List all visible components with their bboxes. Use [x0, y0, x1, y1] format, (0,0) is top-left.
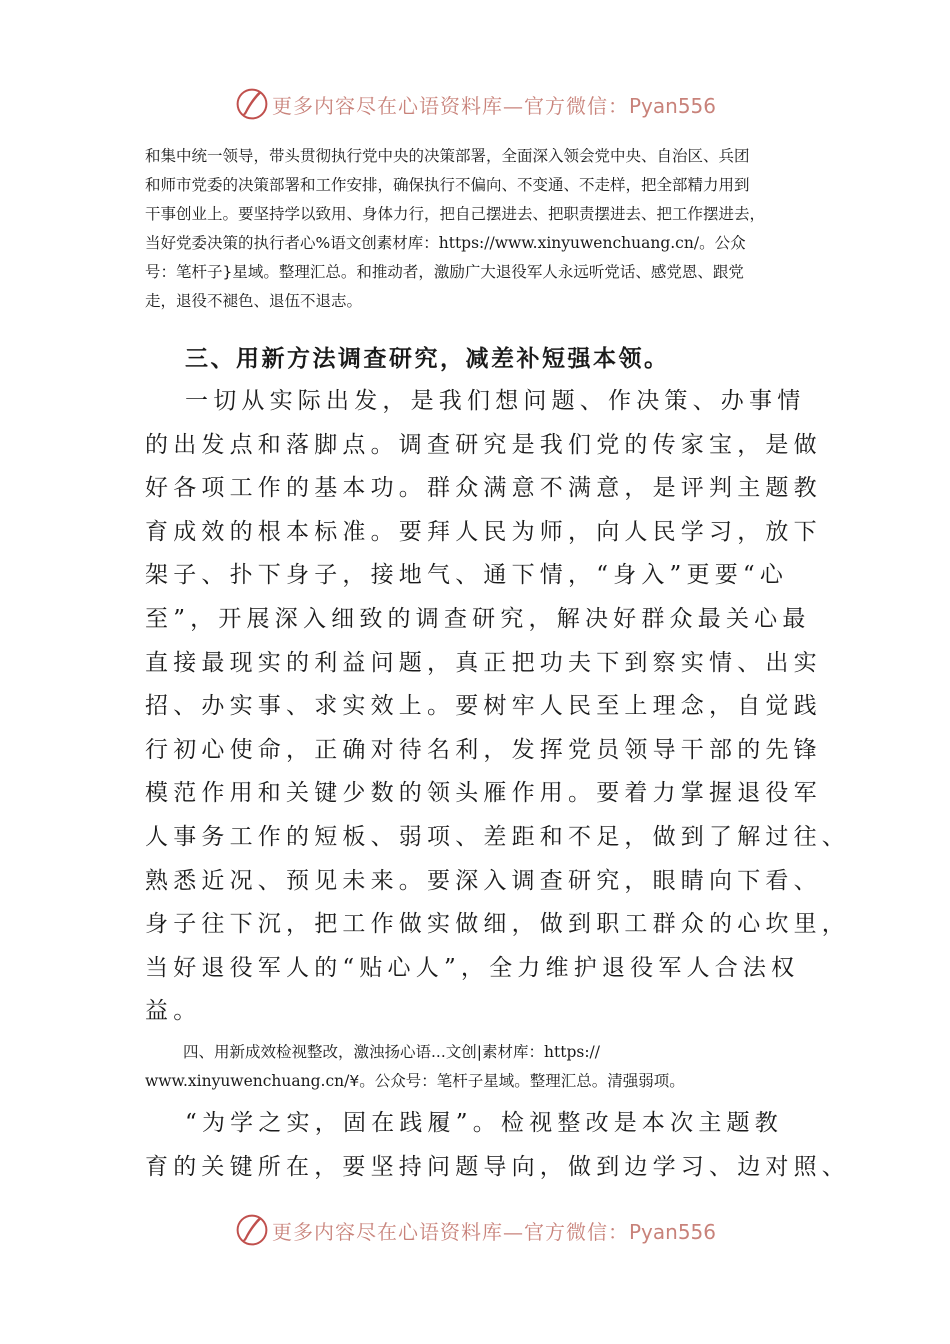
section4-heading-line: www.xinyuwenchuang.cn/¥。公众号：笔杆子星域。整理汇总。清强弱项。 — [145, 1072, 685, 1090]
section3-line: 行初心使命，正确对待名利，发挥党员领导干部的先锋 — [145, 736, 822, 763]
section4-heading — [145, 1038, 805, 1096]
intro-paragraph — [145, 142, 805, 316]
section3-heading: 三、用新方法调查研究，减差补短强本领。 — [185, 345, 670, 372]
header-banner-text: 更多内容尽在心语资料库—官方微信： — [271, 93, 629, 118]
section3-body — [145, 380, 850, 1034]
footer-banner-handle: Pyan556 — [628, 1219, 716, 1244]
section3-line: 一切从实际出发，是我们想问题、作决策、办事情 — [185, 388, 806, 414]
section3-line: 熟悉近况、预见未来。要深入调查研究，眼睛向下看、 — [145, 867, 822, 894]
section3-line: 身子往下沉，把工作做实做细，做到职工群众的心坎里， — [145, 911, 850, 938]
section4-url: www.xinyuwenchuang.cn/ — [145, 1072, 350, 1090]
section3-line: 育成效的根本标准。要拜人民为师，向人民学习，放下 — [145, 518, 822, 545]
section3-line: 架子、扑下身子，接地气、通下情，“身入”更要“心 — [145, 562, 789, 589]
section3-line: 好各项工作的基本功。群众满意不满意，是评判主题教 — [145, 475, 822, 502]
header-watermark-banner — [0, 84, 950, 124]
footer-watermark-banner — [0, 1210, 950, 1250]
header-banner-handle: Pyan556 — [628, 93, 716, 118]
section3-line: 招、办实事、求实效上。要树牢人民至上理念，自觉践 — [145, 693, 822, 720]
intro-line: 和集中统一领导，带头贯彻执行党中央的决策部署，全面深入领会党中央、自治区、兵团 — [145, 147, 750, 165]
closing-line: “为学之实，固在践履”。检视整改是本次主题教 — [185, 1110, 783, 1136]
intro-line: 干事创业上。要坚持学以致用、身体力行，把自己摆进去、把职责摆进去、把工作摆进去， — [145, 205, 766, 223]
section3-line: 人事务工作的短板、弱项、差距和不足，做到了解过往、 — [145, 823, 850, 850]
intro-url: https://www.xinyuwenchuang.cn/ — [438, 234, 700, 252]
section4-url-head: https:// — [544, 1043, 600, 1061]
section3-line: 当好退役军人的“贴心人”，全力维护退役军人合法权 — [145, 954, 800, 981]
closing-line: 育的关键所在，要坚持问题导向，做到边学习、边对照、 — [145, 1153, 850, 1180]
section3-line: 益。 — [145, 998, 202, 1025]
section4-heading-line: 四、用新成效检视整改，激浊扬心语...文创|素材库：https:// — [183, 1043, 600, 1061]
section3-line: 模范作用和关键少数的领头雁作用。要着力掌握退役军 — [145, 780, 822, 807]
section3-line: 至”，开展深入细致的调查研究，解决好群众最关心最 — [145, 605, 811, 632]
section3-line: 直接最现实的利益问题，真正把功夫下到察实情、出实 — [145, 649, 822, 676]
footer-banner-text: 更多内容尽在心语资料库—官方微信： — [271, 1219, 629, 1244]
intro-line: 号：笔杆子}星域。整理汇总。和推动者，激励广大退役军人永远听党话、感党恩、跟党 — [145, 263, 744, 281]
intro-line: 当好党委决策的执行者心%语文创素材库：https://www.xinyuwenchuang.cn/。公众 — [145, 234, 746, 252]
pen-feather-icon — [234, 86, 270, 122]
pen-feather-icon — [234, 1212, 270, 1248]
closing-paragraph — [145, 1102, 850, 1189]
section3-line: 的出发点和落脚点。调查研究是我们党的传家宝，是做 — [145, 431, 822, 458]
intro-line: 和师市党委的决策部署和工作安排，确保执行不偏向、不变通、不走样，把全部精力用到 — [145, 176, 750, 194]
intro-line: 走，退役不褪色、退伍不退志。 — [145, 292, 363, 310]
